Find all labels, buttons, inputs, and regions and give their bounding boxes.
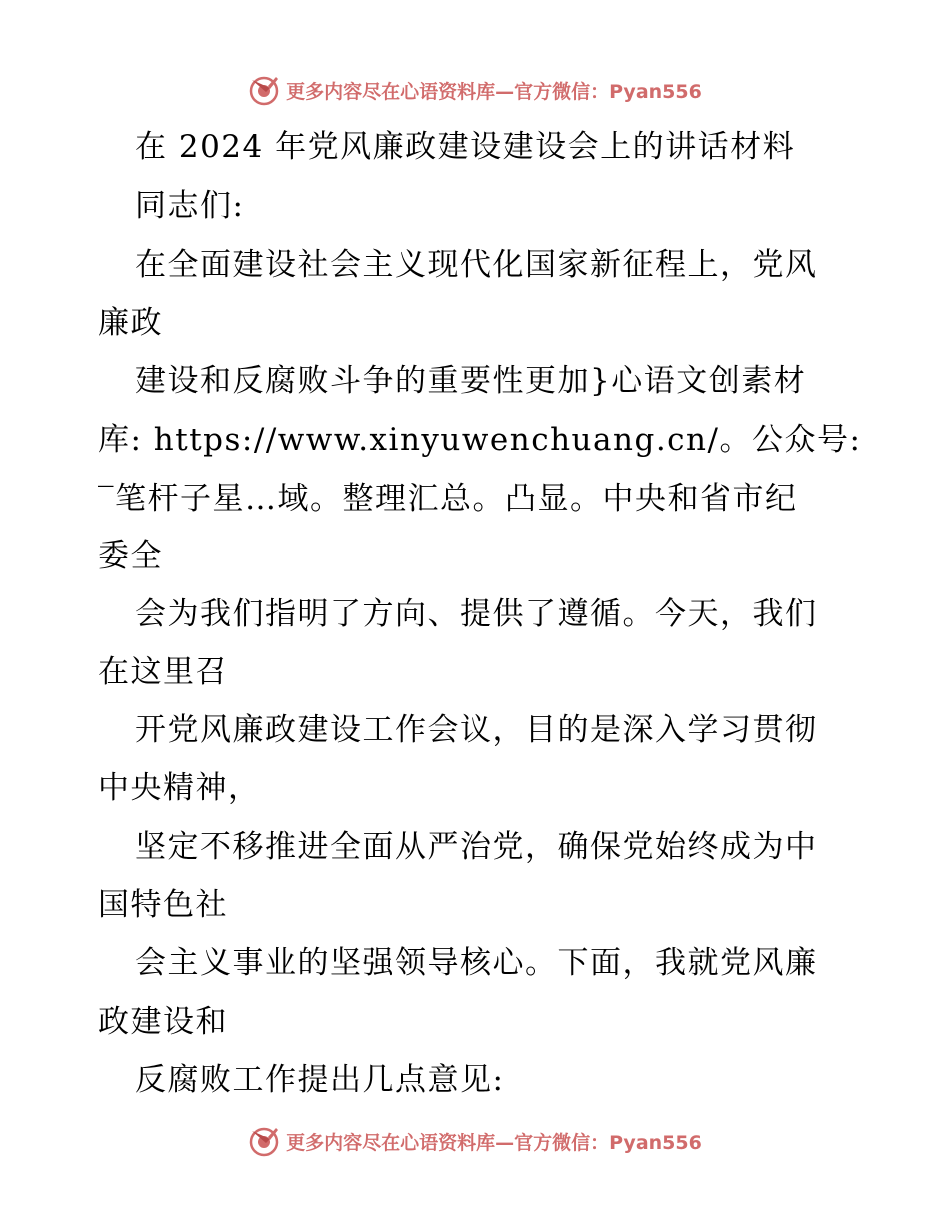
text-line: 库: https://www.xinyuwenchuang.cn/。公众号: (98, 422, 862, 458)
text-line: 反腐败工作提出几点意见: (135, 1062, 505, 1098)
text-line: 会主义事业的坚强领导核心。下面，我就党风廉 (135, 945, 818, 981)
text-line: 政建设和 (98, 1004, 228, 1040)
text-line: 在全面建设社会主义现代化国家新征程上，党风 (135, 247, 818, 283)
header-watermark (0, 70, 950, 110)
document-title: 在 2024 年党风廉政建设建设会上的讲话材料 (135, 129, 796, 165)
text-line: 在这里召 (98, 654, 228, 690)
text-line: 国特色社 (98, 887, 228, 923)
footer-watermark (0, 1121, 950, 1161)
text-line: 廉政 (98, 305, 163, 341)
quill-seal-icon (248, 1125, 280, 1157)
text-line: 中央精神， (98, 770, 261, 806)
text-line: 会为我们指明了方向、提供了遵循。今天，我们 (135, 596, 818, 632)
text-line: 同志们: (135, 188, 245, 224)
watermark-text: 更多内容尽在心语资料库—官方微信：Pyan556 (286, 80, 702, 103)
text-line: 委全 (98, 538, 163, 574)
text-line: 建设和反腐败斗争的重要性更加}心语文创素材 (135, 363, 807, 399)
quill-seal-icon (248, 74, 280, 106)
text-line: 开党风廉政建设工作会议，目的是深入学习贯彻 (135, 712, 818, 748)
text-line: ‾笔杆子星…域。整理汇总。凸显。中央和省市纪 (98, 481, 798, 517)
text-line: 坚定不移推进全面从严治党，确保党始终成为中 (135, 829, 818, 865)
watermark-text: 更多内容尽在心语资料库—官方微信：Pyan556 (286, 1131, 702, 1154)
